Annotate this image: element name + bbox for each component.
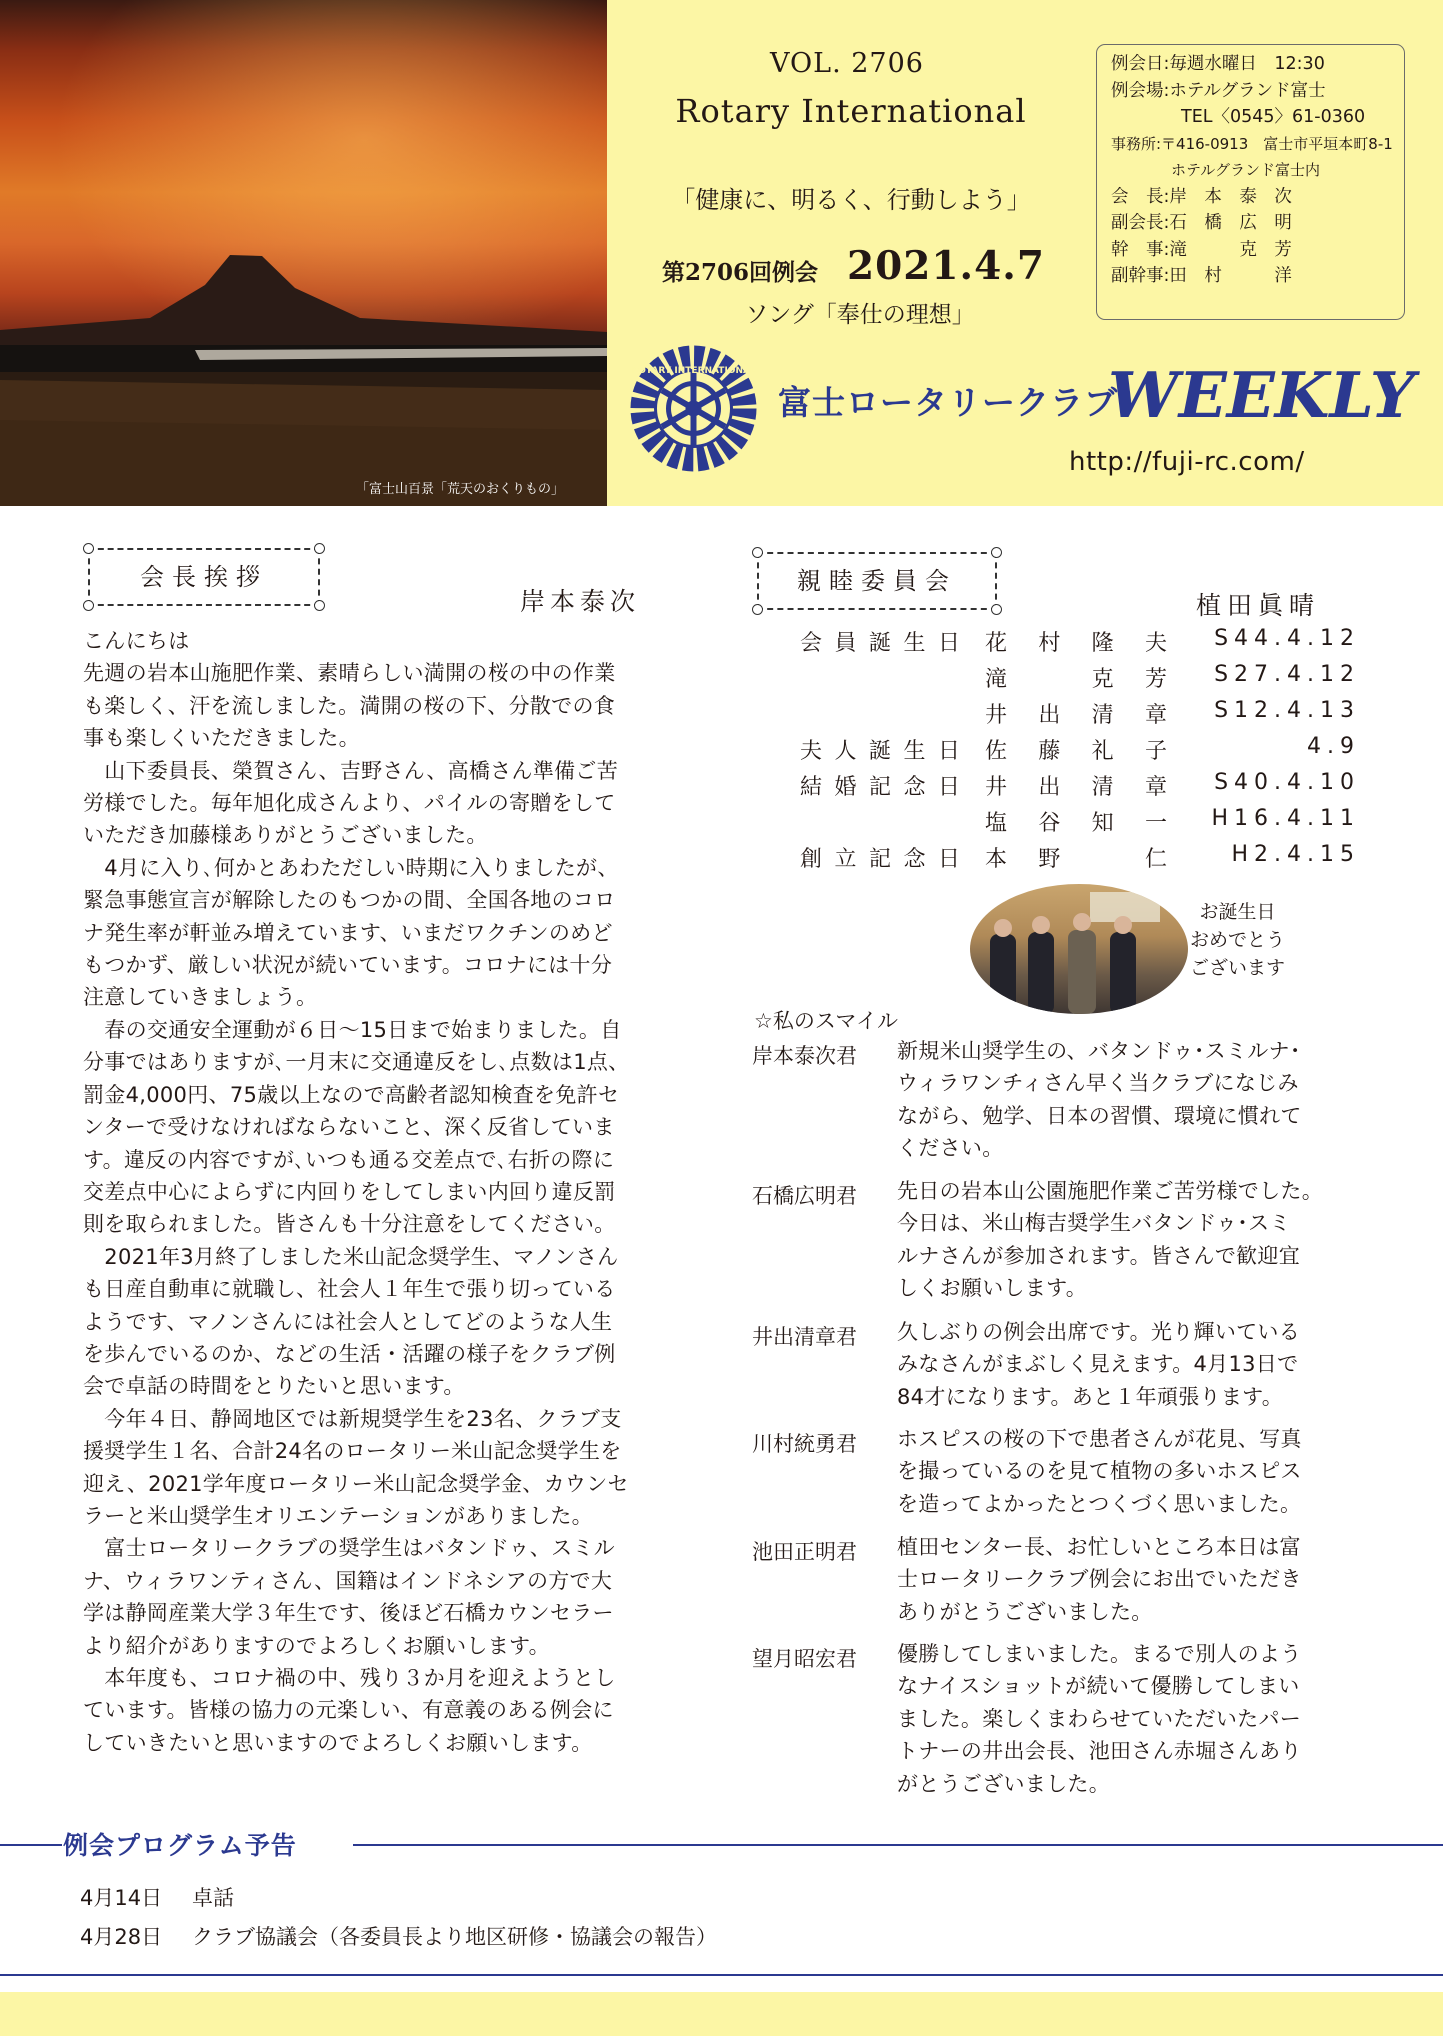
corner-dot bbox=[752, 547, 763, 558]
program-text: クラブ協議会（各委員長より地区研修・協議会の報告） bbox=[192, 1925, 717, 1949]
smile-text: 優勝してしまいました。まるで別人のよう なナイスショットが続いて優勝してしまい ました。楽しくまわらせていただいたパー トナーの井出会長、池田さん赤堀さんあり がとうございました。 bbox=[897, 1642, 1302, 1796]
smile-heading: ☆私のスマイル bbox=[754, 1009, 898, 1033]
anniversary-table bbox=[800, 626, 1360, 878]
anniversary-row: 夫人誕生日 佐藤礼子 4.9 bbox=[800, 734, 1360, 764]
greeting-title: 会長挨拶 bbox=[88, 548, 320, 606]
info-venue: 例会場:ホテルグランド富士 bbox=[1111, 80, 1326, 101]
shinboku-author: 植田眞晴 bbox=[1196, 591, 1321, 620]
info-vice-secretary: 副幹事:田 村 洋 bbox=[1111, 266, 1292, 286]
program-date: 4月14日 bbox=[80, 1886, 163, 1910]
org-name: Rotary International bbox=[675, 92, 1027, 130]
anniversary-row: 結婚記念日 井出清章 S40.4.10 bbox=[800, 770, 1360, 800]
anniversary-row: 井出清章 S12.4.13 bbox=[985, 698, 1360, 728]
anniversary-row: 創立記念日 本野 仁 H2.4.15 bbox=[800, 842, 1360, 872]
info-tel: TEL〈0545〉61-0360 bbox=[1111, 107, 1366, 127]
logo-text: ROTARY INTERNATIONAL bbox=[631, 366, 756, 376]
greeting-author: 岸本泰次 bbox=[520, 587, 641, 616]
smile-text: ホスピスの桜の下で患者さんが花見、写真 を撮っているのを見て植物の多いホスピス を造ってよかったとつくづく思いました。 bbox=[897, 1427, 1302, 1516]
program-title: 例会プログラム予告 bbox=[63, 1831, 297, 1860]
anniversary-row: 塩谷知一 H16.4.11 bbox=[985, 806, 1360, 836]
info-president: 会 長:岸 本 泰 次 bbox=[1111, 186, 1292, 207]
corner-dot bbox=[314, 600, 325, 611]
corner-dot bbox=[991, 547, 1002, 558]
club-name: 富士ロータリークラブ bbox=[778, 383, 1118, 422]
rotary-logo bbox=[626, 341, 761, 476]
photo-caption: 「富士山百景「荒天のおくりもの」 bbox=[356, 482, 565, 497]
smile-name: 石橋広明君 bbox=[752, 1184, 857, 1208]
meeting-number: 第2706回例会 bbox=[662, 259, 819, 286]
club-info-box bbox=[1096, 44, 1405, 320]
program-rule bbox=[0, 1844, 62, 1846]
smile-text: 新規米山奨学生の、バタンドゥ･スミルナ･ ウィラワンチィさん早く当クラブになじみ ながら、勉学、日本の習慣、環境に慣れて ください。 bbox=[897, 1039, 1302, 1161]
footer-band bbox=[0, 1992, 1443, 2036]
shinboku-title: 親睦委員会 bbox=[757, 552, 997, 610]
smile-name: 川村統勇君 bbox=[752, 1432, 857, 1456]
meeting-date: 2021.4.7 bbox=[847, 243, 1045, 289]
corner-dot bbox=[991, 604, 1002, 615]
greeting-body: こんにちは 先週の岩本山施肥作業、素晴らしい満開の桜の中の作業 も楽しく、汗を流しました。満開の桜の下、分散での食 事も楽しくいただきました。 山下委員長、榮賀さん、吉野さん、高橋さん準備ご苦 労様でした。毎年旭化成さんより、パイルの寄贈をして いただき加藤様ありがとうございました。 4月に入り､何かとあわただしい時期に入りましたが、 緊急事態宣言が解除したのもつかの間、全国各地のコロ ナ発生率が軒並み増えています、いまだワクチンのめど もつかず、厳しい状況が続いています。コロナには十分 注意していきましょう。 春の交通安全運動が６日～15日まで始まりました。自 分事ではありますが､一月末に交通違反をし､点数は1点、 罰金4,000円、75歳以上なので高齢者認知検査を免許セ ンターで受けなければならないこと、深く反省していま す。違反の内容ですが､いつも通る交差点で､右折の際に 交差点中心によらずに内回りをしてしまい内回り違反罰 則を取られました。皆さんも十分注意をしてください。 2021年3月終了しました米山記念奨学生、マノンさん も日産自動車に就職し、社会人１年生で張り切っている ようです、マノンさんには社会人としてどのような人生 を歩んでいるのか、などの生活・活躍の様子をクラブ例 会で卓話の時間をとりたいと思います。 今年４日、静岡地区では新規奨学生を23名、クラブ支 援奨学生１名、合計24名のロータリー米山記念奨学生を 迎え、2021学年度ロータリー米山記念奨学金、カウンセ ラーと米山奨学生オリエンテーションがありました。 富士ロータリークラブの奨学生はバタンドゥ、スミル ナ、ウィラワンティさん、国籍はインドネシアの方で大 学は静岡産業大学３年生です、後ほど石橋カウンセラー より紹介がありますのでよろしくお願いします。 本年度も、コロナ禍の中、残り３か月を迎えようとし ています。皆様の協力の元楽しい、有意義のある例会に していきたいと思いますのでよろしくお願いします。 bbox=[83, 629, 630, 1755]
bottom-rule bbox=[0, 1974, 1443, 1976]
info-meeting-day: 例会日:毎週水曜日 12:30 bbox=[1111, 54, 1325, 74]
volume-number: VOL. 2706 bbox=[770, 48, 924, 79]
corner-dot bbox=[314, 543, 325, 554]
corner-dot bbox=[83, 600, 94, 611]
info-vice-president: 副会長:石 橋 広 明 bbox=[1111, 213, 1292, 233]
club-url[interactable]: http://fuji-rc.com/ bbox=[1069, 447, 1305, 477]
program-rule bbox=[353, 1844, 1443, 1846]
anniversary-row: 滝 克芳 S27.4.12 bbox=[985, 662, 1360, 692]
anniversary-row: 会員誕生日 花村隆夫 S44.4.12 bbox=[800, 626, 1360, 656]
corner-dot bbox=[752, 604, 763, 615]
birthday-photo bbox=[970, 884, 1188, 1014]
smile-text: 先日の岩本山公園施肥作業ご苦労様でした。 今日は、米山梅吉奨学生バタンドゥ･スミ ルナさんが参加されます。皆さんで歓迎宜 しくお願いします。 bbox=[897, 1179, 1323, 1301]
birthday-message: お誕生日 おめでとう ございます bbox=[1190, 901, 1286, 979]
program-date: 4月28日 bbox=[80, 1925, 163, 1949]
song: ソング「奉仕の理想」 bbox=[745, 302, 975, 328]
smile-name: 井出清章君 bbox=[752, 1325, 857, 1349]
program-text: 卓話 bbox=[192, 1886, 234, 1910]
corner-dot bbox=[83, 543, 94, 554]
cover-photo bbox=[0, 0, 607, 506]
info-office-2: ホテルグランド富士内 bbox=[1111, 161, 1320, 179]
smile-text: 植田センター長、お忙しいところ本日は富 士ロータリークラブ例会にお出でいただき ありがとうございました。 bbox=[897, 1535, 1302, 1624]
weekly-title: WEEKLY bbox=[1108, 358, 1415, 432]
info-secretary: 幹 事:滝 克 芳 bbox=[1111, 239, 1292, 260]
motto: 「健康に、明るく、行動しよう」 bbox=[671, 186, 1031, 214]
smile-name: 池田正明君 bbox=[752, 1540, 857, 1564]
smile-name: 岸本泰次君 bbox=[752, 1044, 857, 1068]
smile-text: 久しぶりの例会出席です。光り輝いている みなさんがまぶしく見えます。4月13日で 84才になります。あと１年頑張ります。 bbox=[897, 1320, 1301, 1409]
info-office: 事務所:〒416-0913 富士市平垣本町8-1 bbox=[1111, 134, 1393, 153]
smile-name: 望月昭宏君 bbox=[752, 1647, 857, 1671]
